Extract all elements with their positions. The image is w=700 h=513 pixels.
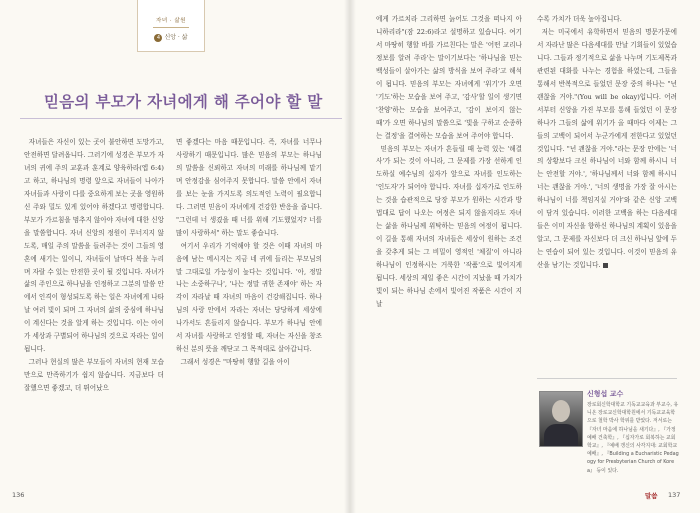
header-divider (153, 27, 189, 28)
section-header (137, 0, 205, 52)
paragraph: 저는 미국에서 유학하면서 믿음의 명문가문에서 자라난 많은 다음세대를 만날 기회들이 있었습니다. 그들과 정기적으로 삶을 나누며 기도제목과 관련된 대화를 나누는 경험을 하였는데, 그들을 통해서 반복적으로 들었던 문장 중의 하나는 "넌 괜찮을 거야."(You will be okay)입니다. 어려서부터 신앙을 가진 부모를 통해 들었던 이 문장 하나가 그들의 삶에 위기가 올 때마다 이제는 그들의 고백이 되어서 누군가에게 전한다고 있었던 것입니다. "넌 괜찮을 거야."라는 문장 안에는 '너의 상황보다 크신 하나님이 너와 함께 하시니 너는 안전할 거야.', '하나님께서 너와 함께 하시니 너는 괜찮을 거야.', '너의 생명을 가장 잘 아시는 하나님이 너를 책임지실 거야'와 같은 신앙 고백이 담겨 있습니다. 이러한 고백을 하는 다음세대들은 이미 자신을 향하신 하나님의 계획이 있음을 알고, 그 문제를 자신보다 더 크신 하나님 앞에 두는 연습이 되어 있는 것입니다. 이것이 믿음의 유산을 남기는 것입니다. (537, 27, 677, 270)
body-column-3 (376, 13, 522, 488)
paragraph: 그러나 현실의 많은 부모들이 자녀의 현재 모습만으로 만족하기가 쉽지 않습니다. 지금보다 더 잘했으면 좋겠고, 더 뛰어났으 (24, 358, 164, 393)
paragraph: 그래서 성경은 "마땅히 행할 길을 아이 (180, 358, 290, 367)
section-category: 자녀 · 삶원 (156, 18, 186, 24)
author-photo (539, 391, 583, 447)
author-photo-body-icon (544, 424, 578, 446)
author-name: 신형섭 교수 (587, 390, 624, 398)
paragraph-last (537, 26, 677, 272)
author-photo-head-icon (552, 400, 570, 422)
page-number-right: 137 (668, 491, 681, 499)
paragraph: 에게 가르치라 그리하면 늙어도 그것을 떠나지 아니하리라"(잠 22:6)라고 설명하고 있습니다. 여기서 마땅히 행할 바를 가르친다는 말은 '어떤 교리나 정보를 알려 주라'는 말이기보다는 '하나님을 믿는 백성들이 살아가는 삶의 방식을 보여 주라'고 해석이 됩니다. 믿음의 부모는 자녀에게 '위기'가 오면 '기도'하는 모습을 보여 주고, '감사'할 일이 생기면 '찬양'하는 모습을 보여주고, '감이 보이지 않는 때'가 오면 하나님의 말씀으로 '빛을 구하고 순종하는 결정'을 결여하는 모습을 보여 주어야 합니다. (376, 15, 522, 140)
end-mark-icon (603, 263, 608, 268)
body-column-1 (24, 136, 164, 486)
paragraph: 면 좋겠다는 마음 때문입니다. 즉, 자녀를 너무나 사랑하기 때문입니다. 많은 믿음의 부모는 하나님의 말씀을 신뢰하고 자녀의 미래를 하나님께 맡기며 안정감을 심어주지 못합니다. 말씀 안에서 자녀를 보는 눈을 가지도록 의도적인 노력이 필요합니다. 그러면 믿음이 자녀에게 건강한 반응을 줍니다. "그런데 너 생겼을 때 너를 위해 기도했었지? 너를 많이 사랑하셔" 하는 말도 좋습니다. (176, 138, 322, 237)
paragraph: 여기서 우리가 기억해야 할 것은 이때 자녀의 마음에 남는 메시지는 지금 네 귀에 들리는 부모님의 말 그대로일 가능성이 높다는 것입니다. '아, 정말 나는 소중하구나', '나는 정말 귀한 존재야' 하는 자각이 자라날 때 자녀의 마음이 건강해집니다. 하나님의 사랑 안에서 자라는 자녀는 당당하게 세상에 나가서도 흔들리지 않습니다. 부모가 하나님 안에서 자녀를 사랑하고 인정할 때, 자녀는 자신을 창조하신 분의 뜻을 깨닫고 그 목적대로 살아갑니다. (176, 241, 322, 354)
book-spine-shadow (344, 0, 356, 513)
title-underline (20, 118, 342, 119)
section-label (138, 32, 204, 42)
author-bio: 장로회신학대학교 기독교교육과 부교수, 유니온 장로교신학대학원에서 기독교교육학으로 철학 박사 학위를 받았다. 저서로는 『자녀 마음에 하나님을 새기다』, 『가정 예배 건축학』, 『십자가로 회복하는 교회학교』, 『예배 갱신의 사각지대: 교회학교 예배』, 『Building a Eucharistic Pedagogy for Presbyterian Church of Korea』 등이 있다. (587, 402, 679, 474)
article-title: 믿음의 부모가 자녀에게 해 주어야 할 말 (44, 93, 323, 111)
body-column-4 (537, 13, 677, 358)
body-column-2 (176, 136, 322, 486)
author-box (537, 378, 677, 489)
page-number-left: 136 (12, 491, 25, 499)
paragraph: 수록 가치가 더욱 높아집니다. (537, 15, 622, 23)
paragraph: 믿음의 부모는 자녀가 흔들릴 때 능력 있는 '해결사'가 되는 것이 아니라, 그 문제를 가장 선하게 인도하실 예수님의 십자가 앞으로 자녀를 인도하는 '인도자'가 되어야 합니다. 자녀를 십자가로 인도하는 것을 습관적으로 당장 부모가 원하는 시간과 방법대로 답이 나오는 여정은 되지 않을지라도 자녀는 삶을 하나님께 위탁하는 믿음의 여정이 됩니다. 이 길을 통해 자녀의 자녀들은 세상이 원하는 조건을 갖추게 되는 그 비밀이 영적인 '체질'이 아니라 하나님이 인정하시는 거룩한 '작품'으로 빛어지게 됩니다. 세상의 제일 좋은 시간이 지났을 때 가치가 빛이 되는 하나님 손에서 빛어진 작품은 시간이 지날 (376, 144, 522, 308)
section-number-badge: 4 (154, 34, 162, 42)
section-label-text: 신앙 · 삶 (164, 34, 188, 41)
paragraph: 자녀들은 자신이 있는 곳이 불안하면 도망가고, 안전하면 달려옵니다. 그러기에 성경은 부모가 자녀의 귀에 주의 교훈과 훈계로 양육하라(엡 6:4)고 하고, 하나님의 명령 앞으로 자녀들이 나아가 자녀들과 사랑이 다를 중요하게 보는 곳을 영원하신 주와 밀도 있게 있어야 하겠다고 명령합니다. 부모가 가르침을 멈추지 않아야 자녀에 대한 신앙을 말씀합니다. 자녀 신앙의 정원이 무너지지 않도록, 매일 주의 말씀을 들려주는 것이 그들의 영혼에 새기는 일이니, 자녀들이 날마다 복을 누리며 자랄 수 있는 안전한 곳이 될 것입니다. 자녀가 삶의 주인으로 하나님을 인정하고 그분의 말씀 안에서 인격이 형성되도록 하는 일은 자녀에게 나타날 여러 빛이 되며 그 자녀의 삶의 중심에 하나님이 계신다는 것을 알게 하는 것입니다. 이는 아이가 세상과 구별되어 하나님의 것으로 자라는 일이 됩니다. (24, 138, 164, 354)
magazine-name: 말씀 (645, 492, 658, 500)
